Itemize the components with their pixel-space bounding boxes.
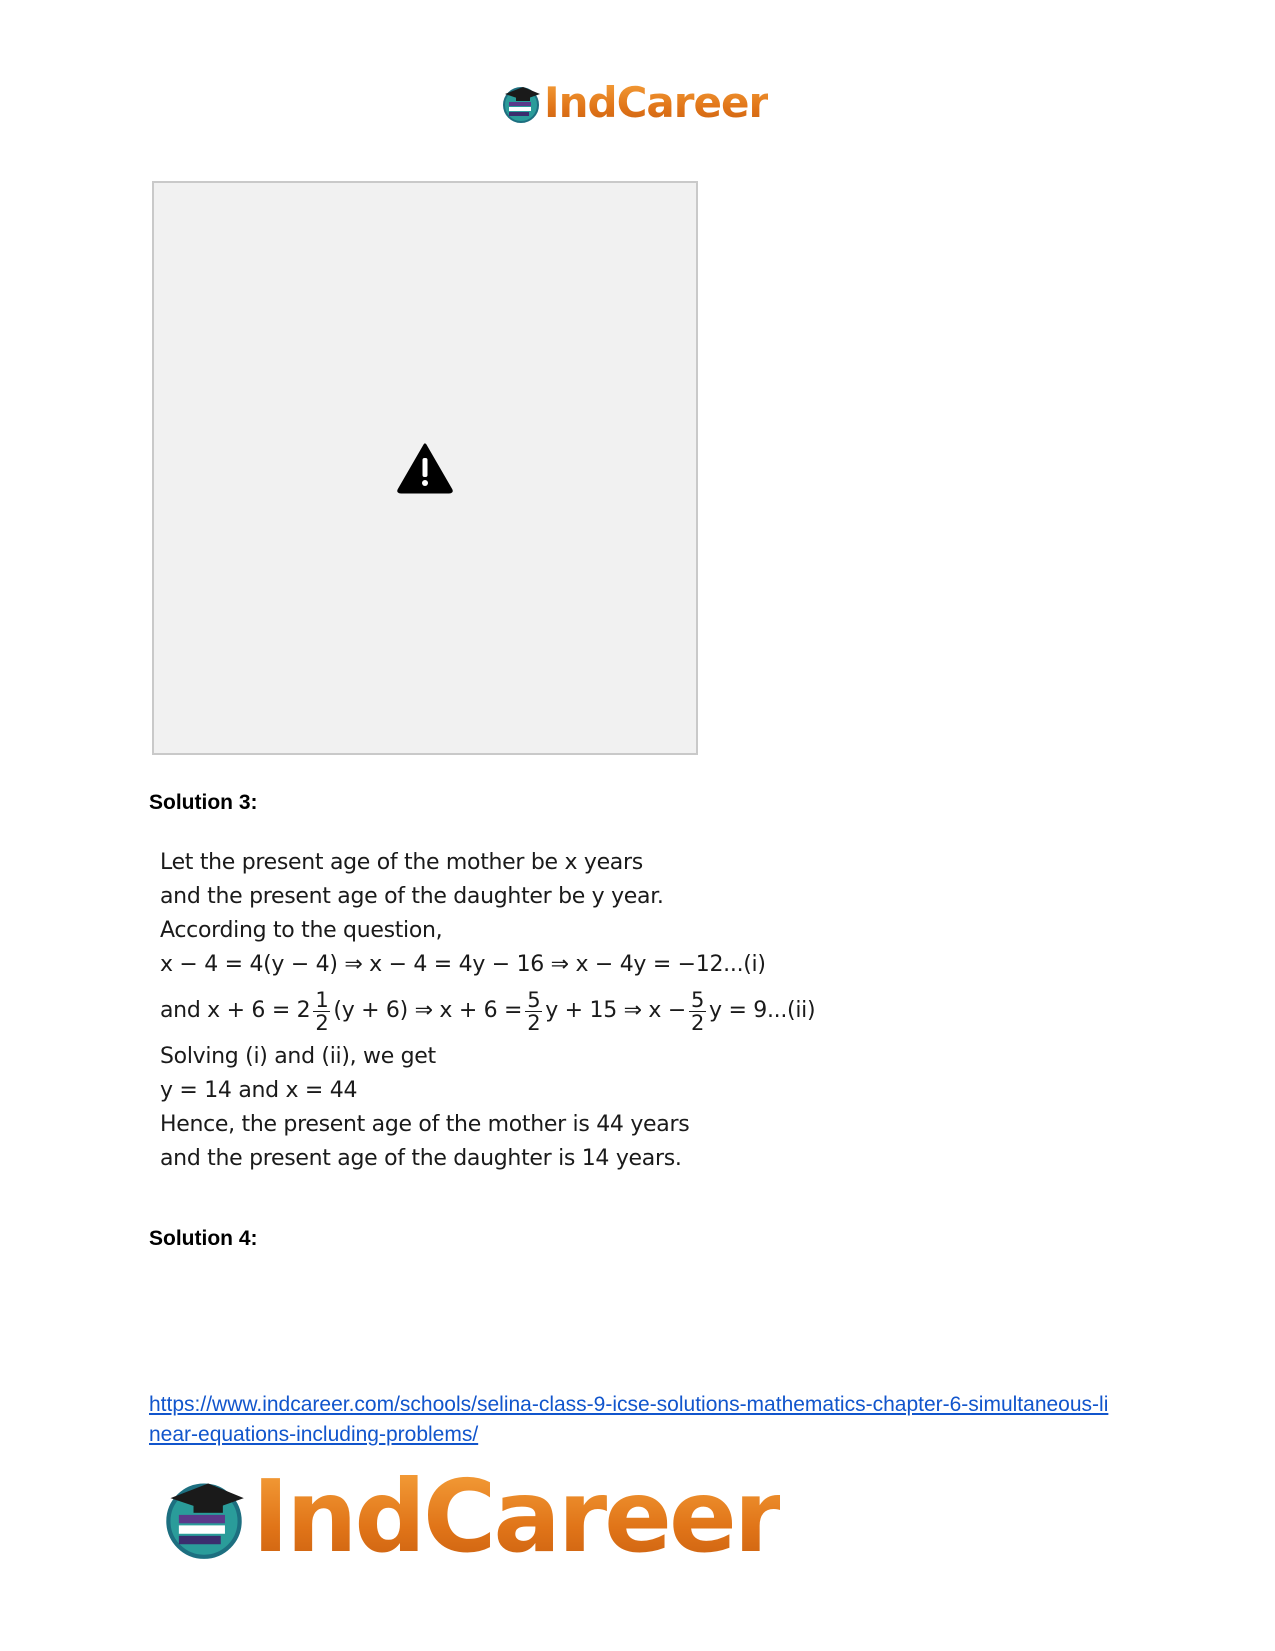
graduation-cap-globe-icon bbox=[160, 1473, 248, 1561]
graduation-cap-globe-icon bbox=[500, 82, 542, 124]
solution-line: Solving (i) and (ii), we get bbox=[160, 1044, 436, 1069]
solution-line: and the present age of the daughter is 14 years. bbox=[160, 1146, 682, 1171]
numerator: 1 bbox=[315, 987, 329, 1012]
numerator: 5 bbox=[690, 987, 705, 1012]
equation-part: y = 9...(ii) bbox=[709, 998, 816, 1023]
denominator: 2 bbox=[527, 1010, 541, 1035]
solution-line: According to the question, bbox=[160, 918, 443, 943]
broken-image-placeholder bbox=[152, 181, 698, 755]
fraction bbox=[525, 989, 542, 1034]
solution-line: Hence, the present age of the mother is 44 years bbox=[160, 1112, 690, 1137]
solution-line: and the present age of the daughter be y year. bbox=[160, 884, 664, 909]
indcareer-logo-top bbox=[500, 78, 768, 128]
logo-wordmark: IndCareer bbox=[544, 78, 769, 127]
solution-line: Let the present age of the mother be x years bbox=[160, 850, 643, 875]
solution-line: x − 4 = 4(y − 4) ⇒ x − 4 = 4y − 16 ⇒ x − 4y = −12...(i) bbox=[160, 952, 766, 977]
fraction bbox=[313, 989, 330, 1034]
solution-4-heading: Solution 4: bbox=[149, 1227, 258, 1250]
solution-3-heading: Solution 3: bbox=[149, 791, 258, 814]
numerator: 5 bbox=[527, 987, 541, 1012]
solution-line-with-fractions bbox=[160, 982, 880, 1040]
warning-icon bbox=[396, 442, 454, 494]
equation-part: (y + 6) ⇒ x + 6 = bbox=[333, 998, 523, 1023]
fraction bbox=[689, 989, 706, 1034]
denominator: 2 bbox=[315, 1010, 329, 1035]
solution-line: y = 14 and x = 44 bbox=[160, 1078, 358, 1103]
equation-part: and x + 6 = 2 bbox=[160, 998, 311, 1023]
solution-3-body bbox=[160, 846, 880, 1176]
equation-part: y + 15 ⇒ x − bbox=[545, 998, 686, 1023]
indcareer-logo-bottom bbox=[160, 1458, 781, 1575]
logo-wordmark: IndCareer bbox=[252, 1458, 781, 1575]
denominator: 2 bbox=[690, 1010, 705, 1035]
source-url-link[interactable]: https://www.indcareer.com/schools/selina-class-9-icse-solutions-mathematics-chapter-6-simultaneous-linear-equations-including-problems/ bbox=[149, 1393, 1109, 1446]
